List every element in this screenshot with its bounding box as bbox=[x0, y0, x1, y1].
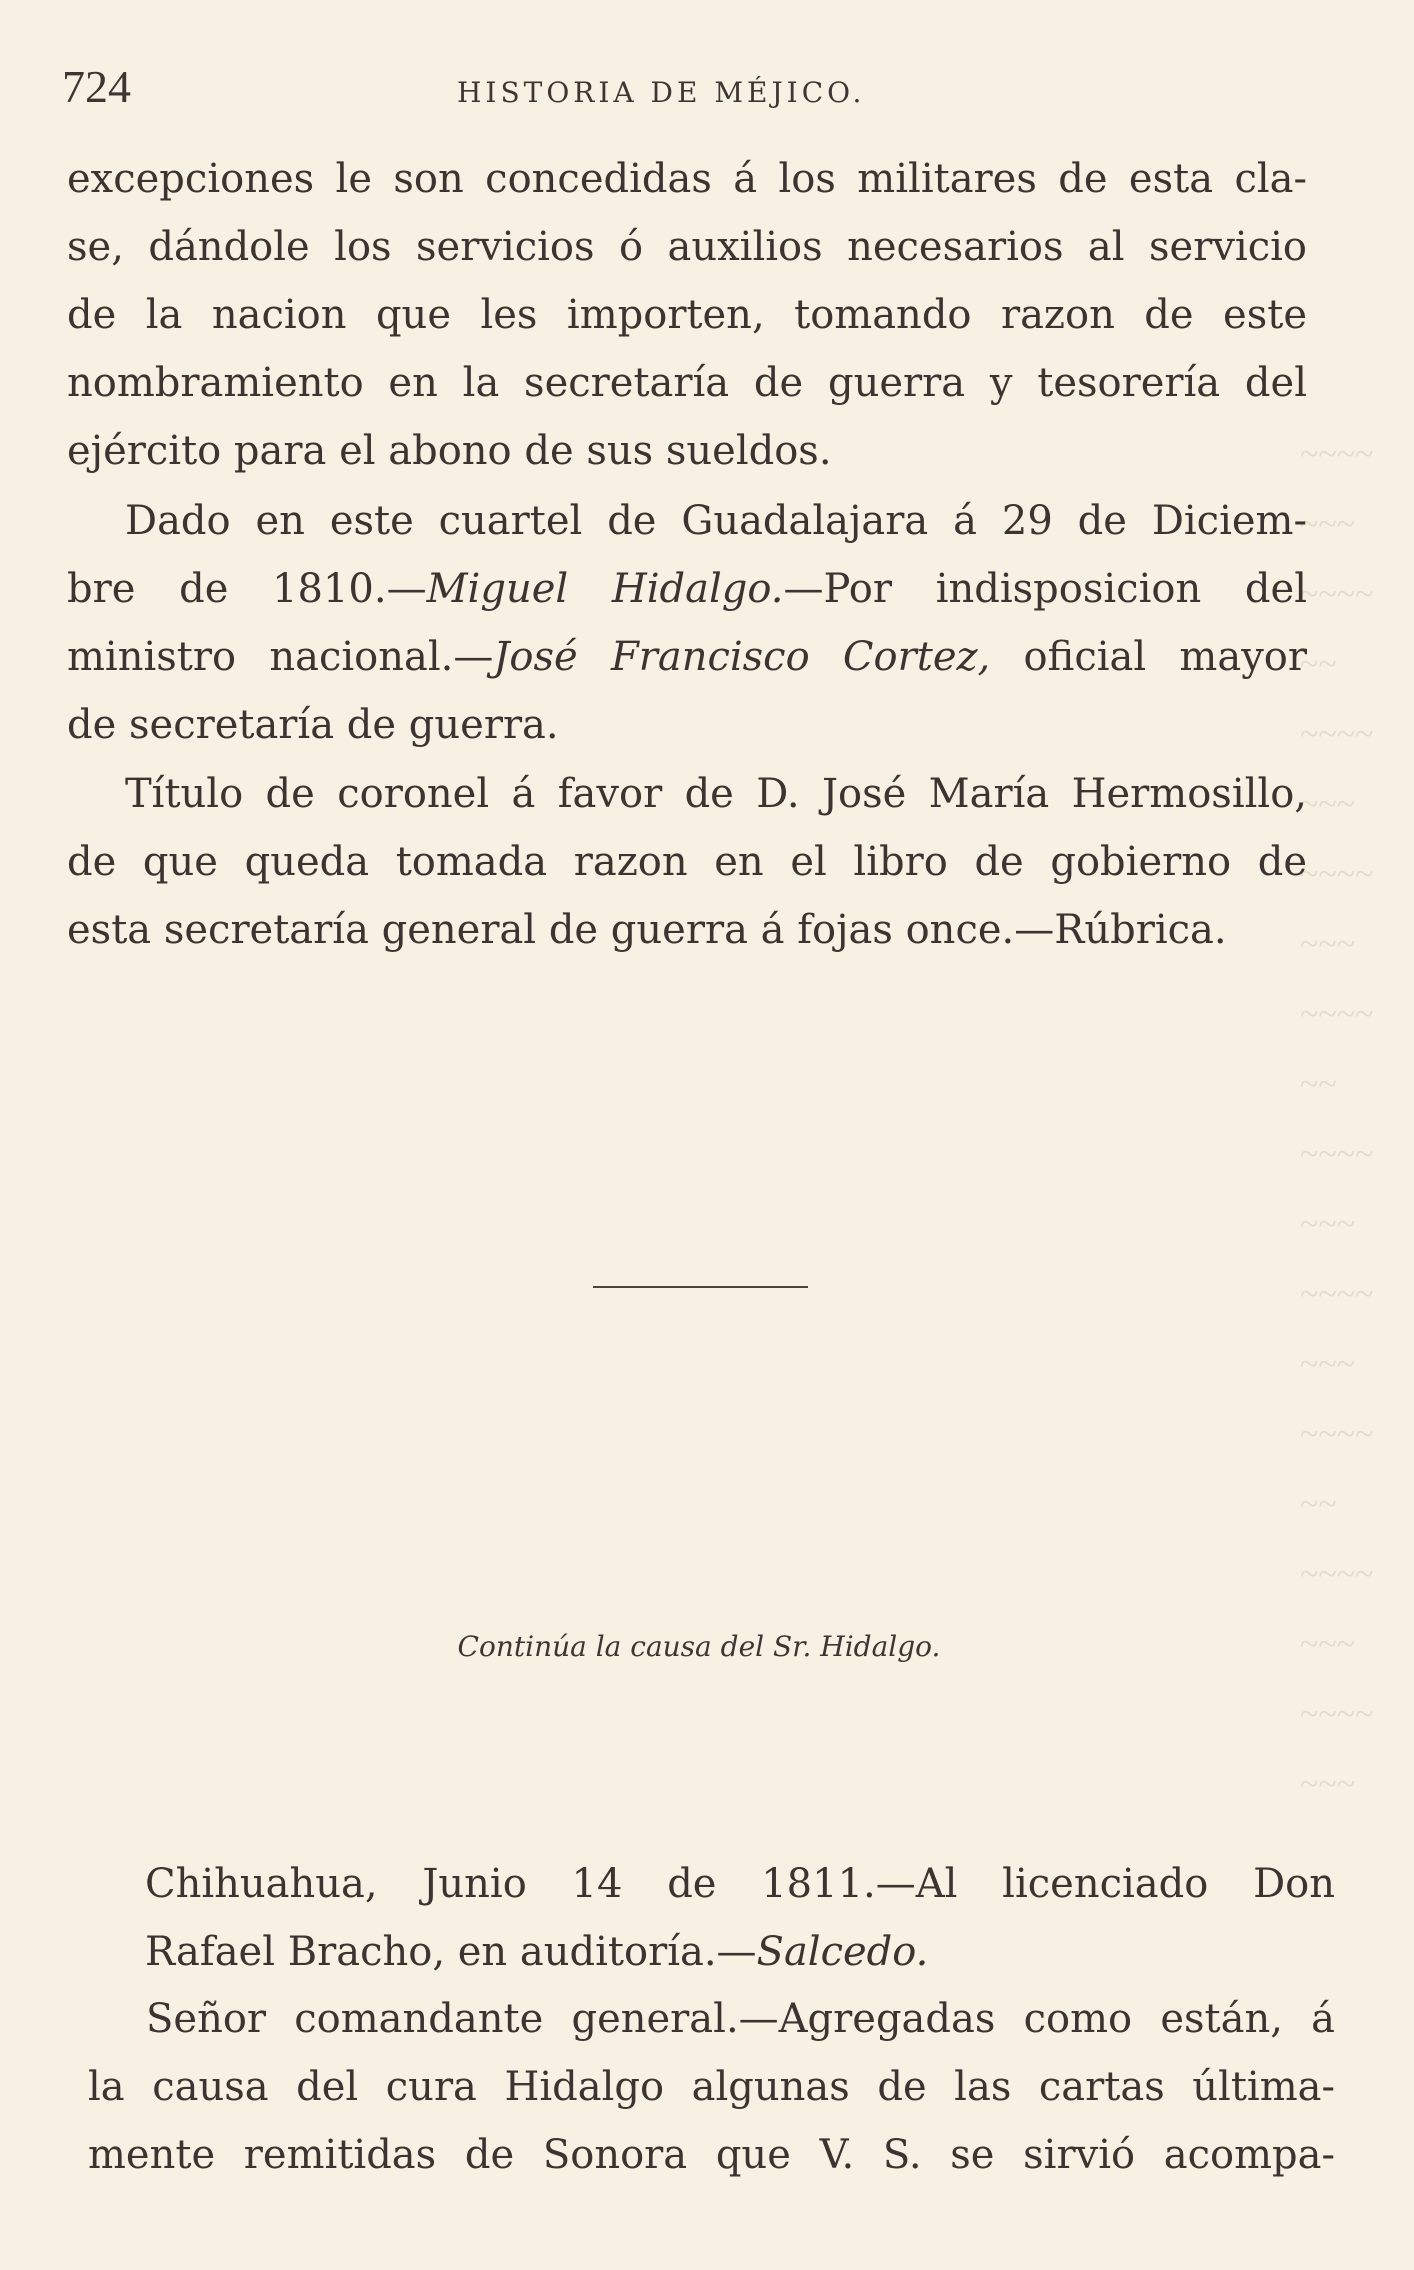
text-line: se, dándole los servicios ó auxilios necesarios al servicio bbox=[67, 224, 1307, 270]
text-line: la causa del cura Hidalgo algunas de las cartas última- bbox=[88, 2064, 1335, 2110]
paragraph-militares bbox=[67, 145, 1307, 485]
text-run: bre de 1810.— bbox=[67, 566, 427, 612]
text-line: de que queda tomada razon en el libro de gobierno de bbox=[67, 839, 1307, 885]
text-line: nombramiento en la secretaría de guerra y tesorería del bbox=[67, 360, 1307, 406]
section-divider bbox=[593, 1286, 808, 1288]
bleed-through-texture: ~~~~ ~~~ ~~~~ ~~ ~~~~ ~~~ ~~~~ ~~~ ~~~~ ~~ ~~~~ ~~~ ~~~~ ~~~ ~~~~ ~~ ~~~~ ~~~ ~~~~ ~~~ bbox=[1300, 436, 1374, 1803]
section-heading-text: Continúa la causa del Sr. Hidalgo. bbox=[457, 1630, 941, 1663]
text-run: Rafael Bracho, en auditoría.— bbox=[145, 1929, 757, 1975]
text-line: Señor comandante general.—Agregadas como están, á bbox=[146, 1996, 1335, 2042]
text-line: ejército para el abono de sus sueldos. bbox=[67, 428, 832, 474]
text-run: —Por indisposicion del bbox=[783, 566, 1307, 612]
paragraph-chihuahua bbox=[145, 1850, 1335, 1986]
text-line bbox=[67, 555, 1307, 623]
text-line: de secretaría de guerra. bbox=[67, 702, 559, 748]
section-heading bbox=[0, 1630, 1414, 1663]
signature-salcedo: Salcedo. bbox=[756, 1929, 929, 1975]
text-line: Título de coronel á favor de D. José María Hermosillo, bbox=[125, 771, 1307, 817]
text-line: esta secretaría general de guerra á fojas once.—Rúbrica. bbox=[67, 907, 1227, 953]
page-header bbox=[62, 60, 1307, 120]
text-line: Chihuahua, Junio 14 de 1811.—Al licenciado Don bbox=[145, 1861, 1335, 1907]
paragraph-titulo-de-coronel bbox=[67, 760, 1307, 964]
running-title: HISTORIA DE MÉJICO. bbox=[457, 76, 866, 109]
text-line bbox=[67, 623, 1307, 691]
text-run: ministro nacional.— bbox=[67, 634, 494, 680]
text-line: mente remitidas de Sonora que V. S. se sirvió acompa- bbox=[88, 2132, 1335, 2178]
paragraph-dado-en-guadalajara bbox=[67, 487, 1307, 759]
paragraph-senor-comandante bbox=[88, 1985, 1335, 2189]
text-line bbox=[145, 1918, 1335, 1986]
signature-jose-francisco-cortez: José Francisco Cortez, bbox=[493, 634, 991, 680]
text-run: oficial mayor bbox=[990, 634, 1308, 680]
text-line: de la nacion que les importen, tomando razon de este bbox=[67, 292, 1307, 338]
signature-miguel-hidalgo: Miguel Hidalgo. bbox=[426, 566, 784, 612]
text-line: Dado en este cuartel de Guadalajara á 29 de Diciem- bbox=[125, 498, 1307, 544]
text-line: excepciones le son concedidas á los militares de esta cla- bbox=[67, 156, 1307, 202]
page-number: 724 bbox=[62, 61, 131, 112]
